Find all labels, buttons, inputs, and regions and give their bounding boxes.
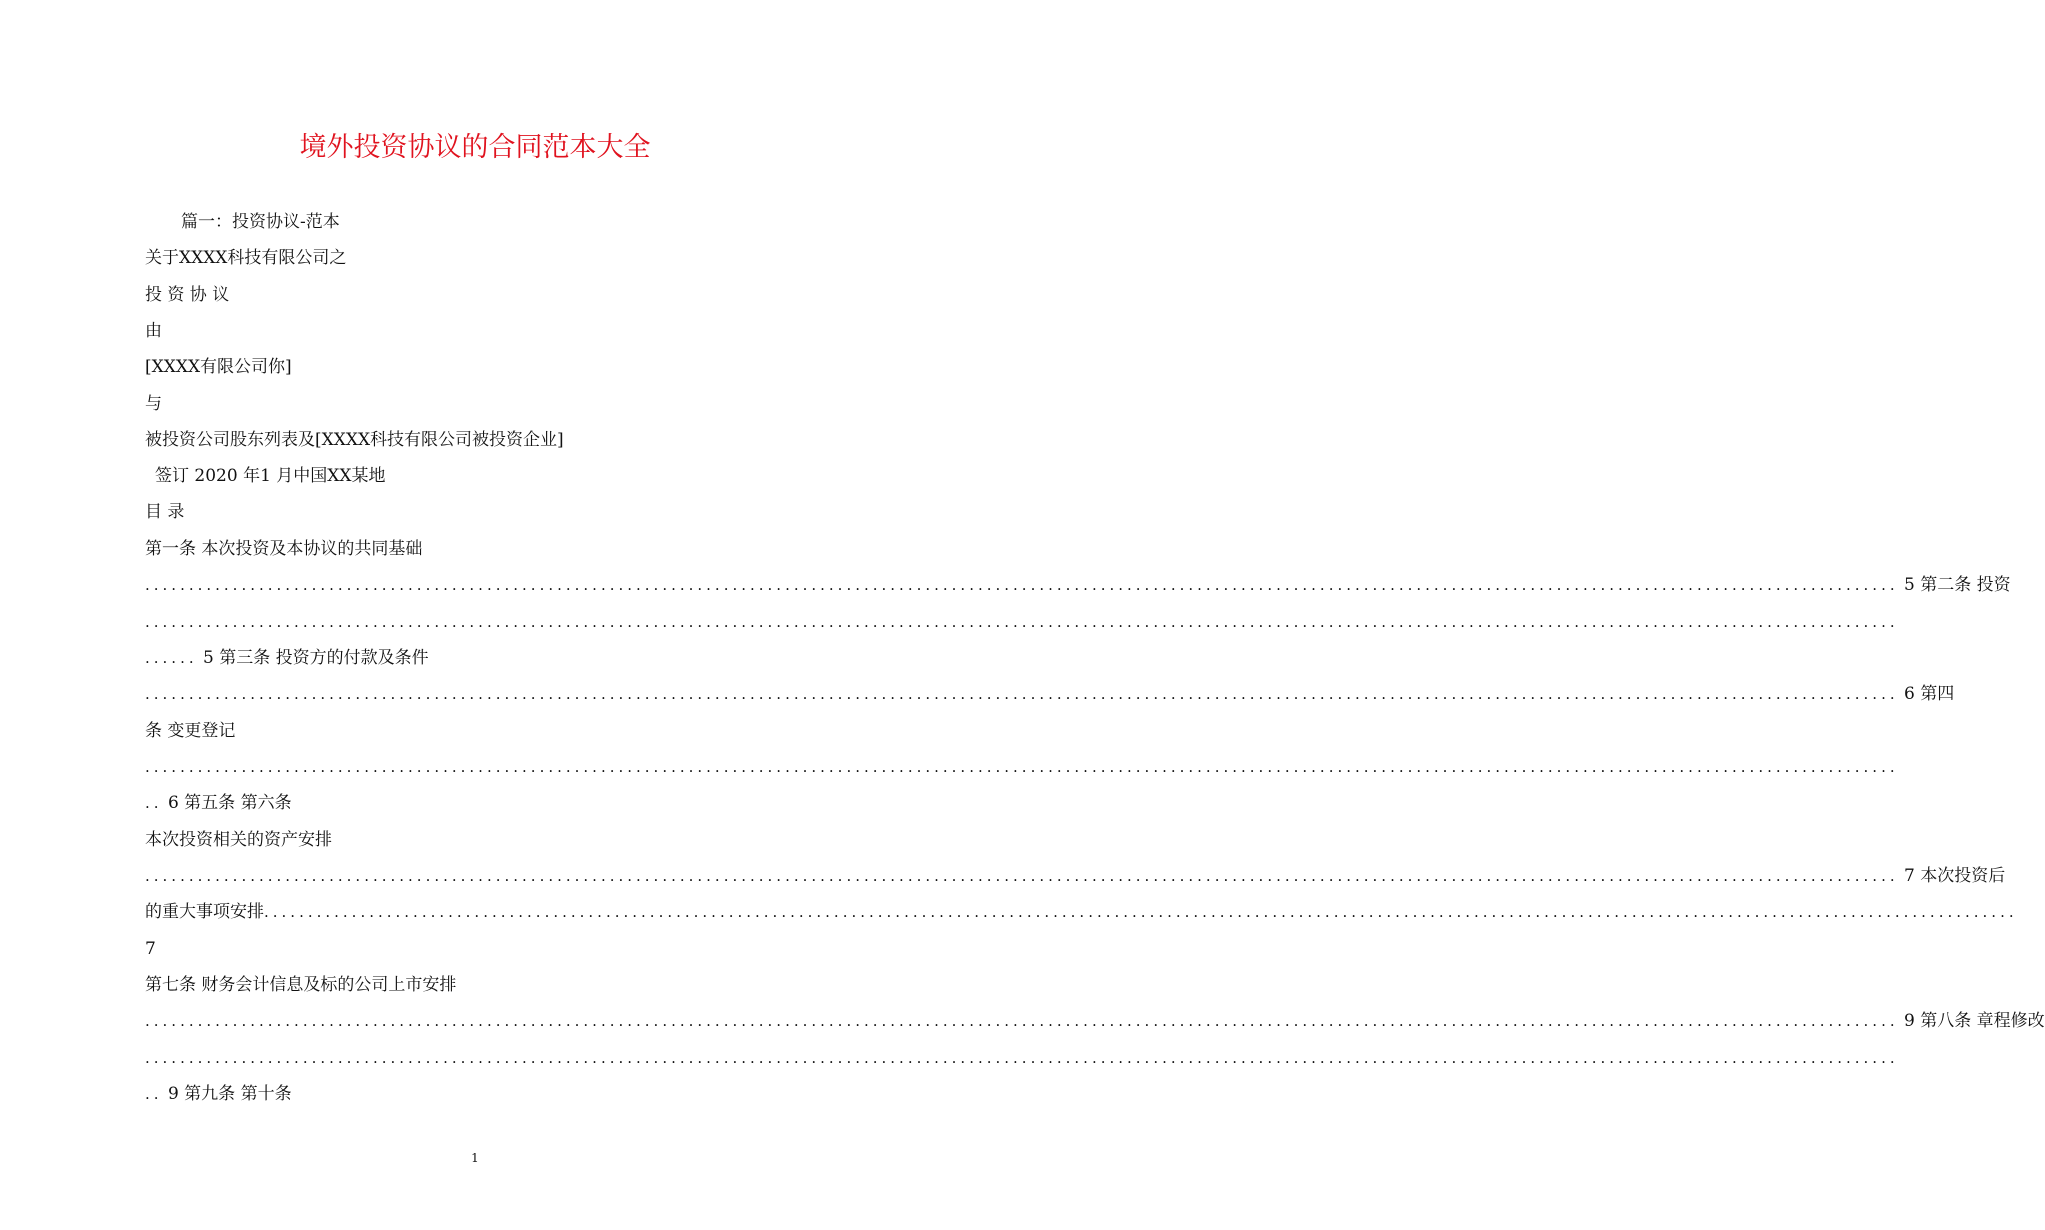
investor-party: [XXXX有限公司你] (145, 357, 292, 377)
toc-entry (145, 864, 2006, 888)
toc-leader-dots: ........................................................................................................................................................................................................ (145, 867, 1899, 885)
page-number: 1 (471, 1151, 479, 1165)
toc-entry (145, 1009, 2045, 1033)
toc-page-ref: 9 第八条 章程修改 (1898, 1011, 2045, 1031)
toc-leader-dots: ........................................................................................................................................................................................................ (145, 758, 1899, 776)
toc-page-ref: 6 第四 (1898, 684, 1955, 704)
toc-leader-dots: ........................................................................................................................................................................................................ (145, 613, 1899, 631)
document-title: 境外投资协议的合同范本大全 (299, 132, 651, 163)
toc-leader-dots: .. (145, 794, 163, 812)
toc-page-ref: 6 第五条 第六条 (162, 793, 292, 813)
toc-entry (145, 900, 2018, 924)
agreement-name: 投 资 协 议 (145, 285, 230, 305)
toc-page-ref: 5 第二条 投资 (1898, 575, 2011, 595)
toc-leader-dots: .. (145, 1085, 163, 1103)
toc-entry: 第七条 财务会计信息及标的公司上市安排 (145, 975, 457, 995)
toc-leader-dots: ........................................................................................................................................................................................................ (145, 685, 1899, 703)
toc-page-ref: 7 本次投资后 (1898, 866, 2006, 886)
toc-entry: 条 变更登记 (145, 721, 236, 741)
toc-entry (145, 573, 2011, 597)
signing-info: 签订 2020 年1 月中国XX某地 (155, 466, 386, 486)
investee-party: 被投资公司股东列表及[XXXX科技有限公司被投资企业] (145, 430, 564, 450)
toc-entry (145, 1082, 805, 1106)
toc-entry (145, 1046, 1899, 1070)
toc-leader-dots: ...... (145, 649, 198, 667)
toc-leader-dots: ........................................................................................................................................................................................................ (145, 576, 1899, 594)
toc-leader-dots: ........................................................................................................................................................................................................ (145, 1049, 1899, 1067)
toc-text: 的重大事项安排 (145, 902, 264, 922)
toc-heading: 目 录 (145, 502, 185, 522)
toc-entry (145, 791, 805, 815)
text-line: 由 (145, 321, 162, 341)
toc-entry: 本次投资相关的资产安排 (145, 830, 332, 850)
toc-page-ref: 9 第九条 第十条 (162, 1084, 292, 1104)
section-heading: 篇一：投资协议-范本 (181, 212, 340, 232)
toc-leader-dots: ........................................................................................................................................................................................................ (264, 903, 2018, 921)
toc-page-ref: 5 第三条 投资方的付款及条件 (197, 648, 429, 668)
text-line: 与 (145, 394, 162, 414)
toc-leader-dots: ........................................................................................................................................................................................................ (145, 1012, 1899, 1030)
toc-entry: 第一条 本次投资及本协议的共同基础 (145, 539, 423, 559)
toc-entry (145, 610, 1899, 634)
toc-entry (145, 646, 805, 670)
agreement-subject: 关于XXXX科技有限公司之 (145, 248, 347, 268)
toc-entry (145, 755, 1899, 779)
toc-page-ref: 7 (145, 939, 156, 959)
toc-entry (145, 682, 1955, 706)
